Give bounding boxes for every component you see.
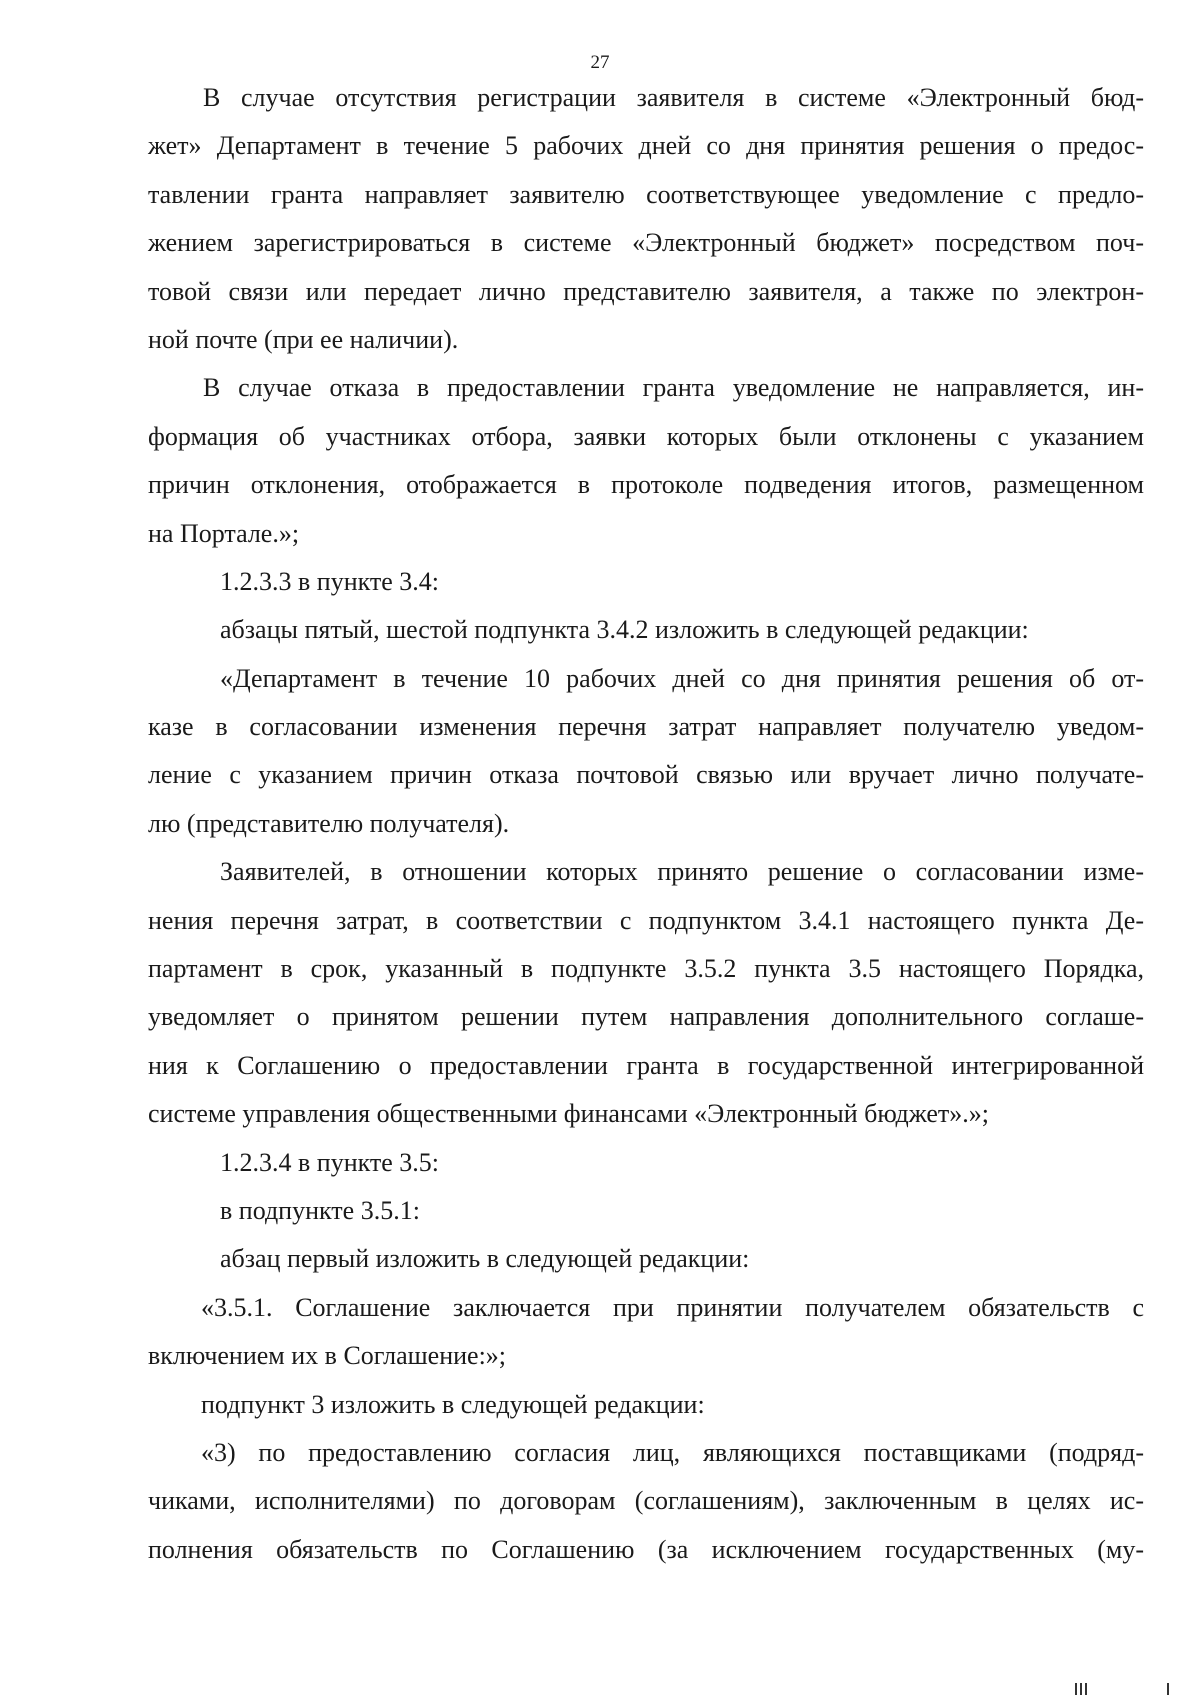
scan-mark — [1085, 1683, 1087, 1695]
text-line — [148, 1381, 1144, 1429]
text-line — [148, 1090, 1144, 1138]
text-line-content: Заявителей, в отношении которых принято решение о согласовании изме- — [220, 857, 1144, 887]
text-line — [148, 1284, 1144, 1332]
text-line-content: подпункт 3 изложить в следующей редакции: — [201, 1389, 705, 1419]
text-line — [148, 1139, 1144, 1187]
scan-edge-marks — [1075, 1683, 1175, 1697]
text-line — [148, 1429, 1144, 1477]
text-line-content: тавлении гранта направляет заявителю соответствующее уведомление с предло- — [148, 179, 1144, 209]
text-line-content: включением их в Соглашение:»; — [148, 1341, 507, 1371]
text-line-content: нения перечня затрат, в соответствии с подпунктом 3.4.1 настоящего пункта Де- — [148, 905, 1144, 935]
text-line-content: лю (представителю получателя). — [148, 808, 510, 838]
text-line — [148, 751, 1144, 799]
text-line — [148, 1042, 1144, 1090]
document-body — [148, 74, 1144, 1574]
text-line-content: В случае отказа в предоставлении гранта уведомление не направляется, ин- — [203, 373, 1144, 403]
text-line-content: абзацы пятый, шестой подпункта 3.4.2 изложить в следующей редакции: — [220, 615, 1029, 645]
text-line-content: системе управления общественными финансами «Электронный бюджет».»; — [148, 1099, 989, 1129]
scan-mark — [1075, 1683, 1077, 1695]
text-line-content: 1.2.3.4 в пункте 3.5: — [220, 1147, 440, 1177]
text-line-content: 1.2.3.3 в пункте 3.4: — [220, 566, 440, 596]
text-line — [148, 800, 1144, 848]
text-line-content: ной почте (при ее наличии). — [148, 324, 459, 354]
text-line — [148, 1477, 1144, 1525]
text-line-content: полнения обязательств по Соглашению (за исключением государственных (му- — [148, 1534, 1144, 1564]
text-line-content: жет» Департамент в течение 5 рабочих дней со дня принятия решения о предос- — [148, 131, 1144, 161]
text-line-content: казе в согласовании изменения перечня затрат направляет получателю уведом- — [148, 712, 1144, 742]
text-line-content: чиками, исполнителями) по договорам (соглашениям), заключенным в целях ис- — [148, 1486, 1144, 1516]
text-line — [148, 413, 1144, 461]
scan-mark — [1167, 1683, 1169, 1695]
text-line — [148, 1526, 1144, 1574]
text-line — [148, 219, 1144, 267]
text-line-content: на Портале.»; — [148, 518, 300, 548]
text-line — [148, 1187, 1144, 1235]
text-line-content: ление с указанием причин отказа почтовой связью или вручает лично получате- — [148, 760, 1144, 790]
text-line-content: В случае отсутствия регистрации заявителя в системе «Электронный бюд- — [203, 83, 1144, 112]
text-line-content: жением зарегистрироваться в системе «Электронный бюджет» посредством поч- — [148, 228, 1144, 258]
text-line-content: формация об участниках отбора, заявки которых были отклонены с указанием — [148, 421, 1144, 451]
text-line — [148, 558, 1144, 606]
text-line-content: в подпункте 3.5.1: — [220, 1195, 420, 1225]
text-line-content: партамент в срок, указанный в подпункте 3.5.2 пункта 3.5 настоящего Порядка, — [148, 954, 1144, 984]
text-line — [148, 122, 1144, 170]
text-line — [148, 703, 1144, 751]
text-line-content: «3) по предоставлению согласия лиц, являющихся поставщиками (подряд- — [201, 1437, 1144, 1467]
text-line-content: уведомляет о принятом решении путем направления дополнительного соглаше- — [148, 1002, 1144, 1032]
text-line — [148, 461, 1144, 509]
text-line-content: ния к Соглашению о предоставлении гранта в государственной интегрированной — [148, 1050, 1144, 1080]
text-line-content: товой связи или передает лично представителю заявителя, а также по электрон- — [148, 276, 1144, 306]
text-line — [148, 171, 1144, 219]
page-number: 27 — [590, 52, 610, 73]
text-line — [148, 606, 1144, 654]
text-line — [148, 1235, 1144, 1283]
text-line — [148, 364, 1144, 412]
text-line — [148, 316, 1144, 364]
text-line-content: причин отклонения, отображается в протоколе подведения итогов, размещенном — [148, 470, 1144, 500]
text-line — [148, 897, 1144, 945]
text-line — [148, 268, 1144, 316]
scan-mark — [1080, 1683, 1082, 1695]
text-line — [148, 655, 1144, 703]
text-line — [148, 1332, 1144, 1380]
text-line — [148, 510, 1144, 558]
text-line — [148, 74, 1144, 122]
text-line — [148, 993, 1144, 1041]
text-line — [148, 945, 1144, 993]
text-line — [148, 848, 1144, 896]
text-line-content: абзац первый изложить в следующей редакции: — [220, 1244, 750, 1274]
text-line-content: «3.5.1. Соглашение заключается при принятии получателем обязательств с — [201, 1292, 1144, 1322]
text-line-content: «Департамент в течение 10 рабочих дней со дня принятия решения об от- — [220, 663, 1144, 693]
